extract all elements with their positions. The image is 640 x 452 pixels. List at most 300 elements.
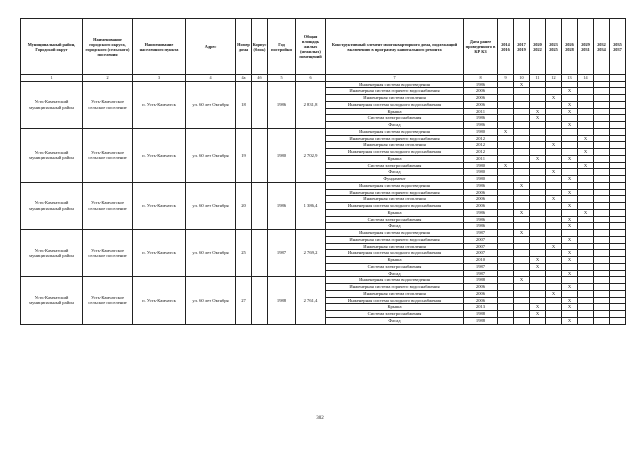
period-cell [610,243,626,250]
period-cell [498,257,514,264]
period-cell [578,311,594,318]
element-name-cell: Система электроснабжения [326,216,464,223]
period-cell [594,101,610,108]
period-mark-cell: X [562,155,578,162]
period-cell [610,81,626,88]
period-cell [610,311,626,318]
period-cell [578,101,594,108]
element-name-cell: Инженерная система горячего водоснабжения [326,189,464,196]
period-mark-cell: X [562,216,578,223]
period-cell [498,101,514,108]
address-cell: ул. 60 лет Октября [186,128,236,182]
period-cell [610,189,626,196]
element-name-cell: Инженерная система отопления [326,95,464,102]
period-cell [514,189,530,196]
period-cell [530,149,546,156]
period-cell [610,270,626,277]
table-row [21,128,626,135]
period-cell [514,284,530,291]
period-cell [594,284,610,291]
period-cell [578,270,594,277]
korpus-cell [252,81,268,128]
period-cell [498,223,514,230]
locality-cell: п. Усть-Камчатск [133,277,186,324]
table-row [21,277,626,284]
period-cell [546,216,562,223]
period-cell [594,189,610,196]
period-cell [498,277,514,284]
period-cell [562,243,578,250]
prior-date-cell: 1980 [464,162,498,169]
period-cell [498,216,514,223]
period-cell [594,95,610,102]
period-cell [530,216,546,223]
locality-cell: п. Усть-Камчатск [133,128,186,182]
period-cell [578,216,594,223]
period-cell [578,189,594,196]
period-cell [610,203,626,210]
header-row [21,19,626,75]
period-cell [578,203,594,210]
prior-date-cell: 1986 [464,216,498,223]
period-cell [546,250,562,257]
element-name-cell: Инженерная система отопления [326,290,464,297]
period-cell [546,189,562,196]
period-cell [514,101,530,108]
header-house-number: Номер дома [236,19,252,75]
period-cell [578,108,594,115]
period-cell [594,155,610,162]
period-cell [594,317,610,324]
period-cell [514,155,530,162]
period-cell [498,304,514,311]
period-mark-cell: X [498,128,514,135]
period-cell [546,135,562,142]
period-cell [514,317,530,324]
period-cell [498,297,514,304]
prior-date-cell: 1987 [464,263,498,270]
period-cell [530,196,546,203]
period-cell [610,223,626,230]
header-build-year: Год постройки [268,19,296,75]
period-mark-cell: X [578,135,594,142]
build-year-cell: 1986 [268,81,296,128]
period-cell [594,270,610,277]
period-cell [562,182,578,189]
period-mark-cell: X [562,236,578,243]
prior-date-cell: 2006 [464,203,498,210]
period-cell [594,182,610,189]
period-cell [594,81,610,88]
period-cell [578,81,594,88]
element-name-cell: Крыша [326,304,464,311]
period-cell [610,284,626,291]
period-cell [594,230,610,237]
prior-date-cell: 1986 [464,209,498,216]
period-cell [546,297,562,304]
house-number-cell: 20 [236,182,252,229]
period-cell [498,155,514,162]
element-name-cell: Инженерная система водоотведения [326,182,464,189]
capital-repair-table [20,18,626,325]
period-cell [578,250,594,257]
period-cell [514,236,530,243]
element-name-cell: Инженерная система отопления [326,196,464,203]
period-cell [578,230,594,237]
period-cell [514,297,530,304]
header-locality: Наименование населенного пункта [133,19,186,75]
period-cell [530,277,546,284]
period-mark-cell: X [530,311,546,318]
period-cell [594,135,610,142]
build-year-cell: 1987 [268,230,296,277]
period-cell [546,230,562,237]
period-cell [546,162,562,169]
house-number-cell: 25 [236,230,252,277]
period-cell [578,236,594,243]
period-cell [546,182,562,189]
period-cell [514,169,530,176]
period-cell [562,196,578,203]
element-name-cell: Инженерная система водоотведения [326,81,464,88]
period-cell [594,108,610,115]
period-cell [578,284,594,291]
period-mark-cell: X [546,243,562,250]
element-name-cell: Инженерная система водоотведения [326,277,464,284]
period-cell [530,182,546,189]
period-mark-cell: X [562,108,578,115]
period-cell [530,128,546,135]
header-period-7: 2032 2034 [594,19,610,75]
period-cell [498,270,514,277]
build-year-cell: 1986 [268,182,296,229]
table-row [21,230,626,237]
period-cell [578,115,594,122]
period-cell [514,128,530,135]
period-cell [546,304,562,311]
period-cell [578,176,594,183]
element-name-cell: Инженерная система холодного водоснабжения [326,250,464,257]
period-mark-cell: X [578,162,594,169]
period-cell [546,317,562,324]
period-cell [578,257,594,264]
area-cell: 2 831,8 [296,81,326,128]
period-cell [546,81,562,88]
period-cell [514,257,530,264]
address-cell: ул. 60 лет Октября [186,81,236,128]
header-district: Муниципальный район, Городской округ [21,19,83,75]
period-cell [594,223,610,230]
column-number: 8 [464,75,498,82]
period-mark-cell: X [514,277,530,284]
prior-date-cell: 2007 [464,250,498,257]
settlement-cell: Усть-Камчатское сельское поселение [83,81,133,128]
period-cell [594,257,610,264]
period-cell [514,176,530,183]
period-cell [530,243,546,250]
period-cell [530,162,546,169]
period-cell [594,304,610,311]
period-cell [498,182,514,189]
period-cell [610,162,626,169]
period-cell [514,162,530,169]
period-cell [562,81,578,88]
period-mark-cell: X [562,297,578,304]
period-mark-cell: X [514,182,530,189]
period-cell [594,203,610,210]
period-cell [562,311,578,318]
locality-cell: п. Усть-Камчатск [133,182,186,229]
element-name-cell: Инженерная система холодного водоснабжения [326,149,464,156]
period-mark-cell: X [546,142,562,149]
period-cell [546,115,562,122]
period-cell [498,135,514,142]
period-cell [578,317,594,324]
period-cell [610,176,626,183]
element-name-cell: Инженерная система отопления [326,243,464,250]
period-cell [610,101,626,108]
element-name-cell: Инженерная система водоотведения [326,128,464,135]
header-period-8: 2035 2037 [610,19,626,75]
period-cell [578,297,594,304]
prior-date-cell: 2007 [464,236,498,243]
element-name-cell: Инженерная система отопления [326,142,464,149]
header-period-3: 2020 2022 [530,19,546,75]
period-cell [514,122,530,129]
period-mark-cell: X [530,115,546,122]
prior-date-cell: 1986 [464,115,498,122]
period-cell [498,176,514,183]
period-cell [530,122,546,129]
prior-date-cell: 1987 [464,230,498,237]
period-cell [498,196,514,203]
locality-cell: п. Усть-Камчатск [133,81,186,128]
prior-date-cell: 1980 [464,176,498,183]
element-name-cell: Система электроснабжения [326,162,464,169]
period-cell [546,270,562,277]
period-cell [610,317,626,324]
period-cell [594,115,610,122]
korpus-cell [252,128,268,182]
period-cell [514,311,530,318]
element-name-cell: Инженерная система горячего водоснабжения [326,236,464,243]
prior-date-cell: 1980 [464,128,498,135]
prior-date-cell: 2006 [464,290,498,297]
period-cell [578,223,594,230]
settlement-cell: Усть-Камчатское сельское поселение [83,182,133,229]
district-cell: Усть-Камчатский муниципальный район [21,81,83,128]
period-cell [578,142,594,149]
build-year-cell: 1980 [268,128,296,182]
period-cell [498,290,514,297]
element-name-cell: Инженерная система холодного водоснабжения [326,297,464,304]
period-mark-cell: X [562,101,578,108]
period-cell [514,135,530,142]
header-period-2: 2017 2019 [514,19,530,75]
period-cell [546,122,562,129]
period-mark-cell: X [498,162,514,169]
period-cell [530,290,546,297]
column-number: 4б [252,75,268,82]
period-cell [498,81,514,88]
period-cell [578,304,594,311]
period-mark-cell: X [578,209,594,216]
period-cell [610,142,626,149]
period-cell [562,128,578,135]
period-cell [610,155,626,162]
element-name-cell: Фасад [326,223,464,230]
period-cell [594,149,610,156]
period-cell [610,122,626,129]
period-mark-cell: X [546,290,562,297]
period-mark-cell: X [562,270,578,277]
period-cell [546,155,562,162]
period-cell [594,216,610,223]
prior-date-cell: 2006 [464,196,498,203]
period-cell [514,149,530,156]
period-cell [498,317,514,324]
period-cell [498,284,514,291]
element-name-cell: Инженерная система холодного водоснабжения [326,203,464,210]
korpus-cell [252,277,268,324]
period-cell [530,142,546,149]
period-mark-cell: X [562,88,578,95]
prior-date-cell: 1986 [464,81,498,88]
prior-date-cell: 1986 [464,182,498,189]
column-number: 1 [21,75,83,82]
column-number: 6 [296,75,326,82]
period-cell [610,209,626,216]
area-cell: 1 386,4 [296,182,326,229]
column-number: 7 [326,75,464,82]
element-name-cell: Фасад [326,317,464,324]
period-cell [562,95,578,102]
address-cell: ул. 60 лет Октября [186,277,236,324]
prior-date-cell: 1987 [464,270,498,277]
prior-date-cell: 1986 [464,122,498,129]
period-cell [562,135,578,142]
header-period-1: 2014 2016 [498,19,514,75]
korpus-cell [252,182,268,229]
period-cell [546,257,562,264]
district-cell: Усть-Камчатский муниципальный район [21,182,83,229]
period-cell [610,115,626,122]
period-cell [578,243,594,250]
period-cell [514,263,530,270]
period-cell [610,149,626,156]
settlement-cell: Усть-Камчатское сельское поселение [83,277,133,324]
period-mark-cell: X [562,223,578,230]
period-cell [594,311,610,318]
period-cell [594,250,610,257]
period-mark-cell: X [562,317,578,324]
period-cell [530,81,546,88]
period-cell [578,122,594,129]
period-cell [546,88,562,95]
period-cell [498,115,514,122]
period-cell [562,149,578,156]
page-number: 302 [316,416,324,421]
period-cell [578,169,594,176]
period-cell [530,209,546,216]
period-cell [562,162,578,169]
period-cell [530,176,546,183]
period-cell [530,101,546,108]
period-cell [514,142,530,149]
period-cell [498,108,514,115]
element-name-cell: Инженерная система водоотведения [326,230,464,237]
period-cell [610,250,626,257]
element-name-cell: Крыша [326,155,464,162]
period-cell [594,297,610,304]
period-mark-cell: X [562,203,578,210]
period-cell [578,263,594,270]
period-cell [594,162,610,169]
period-cell [498,149,514,156]
period-cell [610,108,626,115]
prior-date-cell: 2012 [464,135,498,142]
period-cell [578,95,594,102]
period-mark-cell: X [530,155,546,162]
period-cell [514,115,530,122]
prior-date-cell: 2012 [464,142,498,149]
period-cell [530,236,546,243]
period-cell [514,203,530,210]
period-cell [498,95,514,102]
prior-date-cell: 2011 [464,155,498,162]
period-cell [498,122,514,129]
period-cell [594,196,610,203]
header-settlement: Наименование городского округа, городского (сельского) поселения [83,19,133,75]
period-cell [514,290,530,297]
period-cell [594,236,610,243]
period-cell [546,263,562,270]
district-cell: Усть-Камчатский муниципальный район [21,277,83,324]
element-name-cell: Инженерная система горячего водоснабжения [326,284,464,291]
period-cell [562,290,578,297]
period-cell [546,101,562,108]
column-number: 4 [186,75,236,82]
period-cell [546,209,562,216]
table-row [21,182,626,189]
period-cell [562,277,578,284]
header-period-5: 2026 2028 [562,19,578,75]
period-cell [594,176,610,183]
period-cell [594,142,610,149]
settlement-cell: Усть-Камчатское сельское поселение [83,128,133,182]
element-name-cell: Крыша [326,257,464,264]
settlement-cell: Усть-Камчатское сельское поселение [83,230,133,277]
period-cell [578,290,594,297]
period-mark-cell: X [562,250,578,257]
column-number: 5 [268,75,296,82]
period-cell [610,182,626,189]
prior-date-cell: 1988 [464,277,498,284]
period-cell [498,236,514,243]
period-cell [530,88,546,95]
period-cell [514,216,530,223]
period-mark-cell: X [530,263,546,270]
period-cell [578,182,594,189]
period-cell [610,263,626,270]
period-mark-cell: X [562,284,578,291]
period-cell [514,196,530,203]
prior-date-cell: 2011 [464,108,498,115]
element-name-cell: Инженерная система горячего водоснабжения [326,88,464,95]
period-cell [546,176,562,183]
period-cell [530,95,546,102]
period-cell [562,263,578,270]
